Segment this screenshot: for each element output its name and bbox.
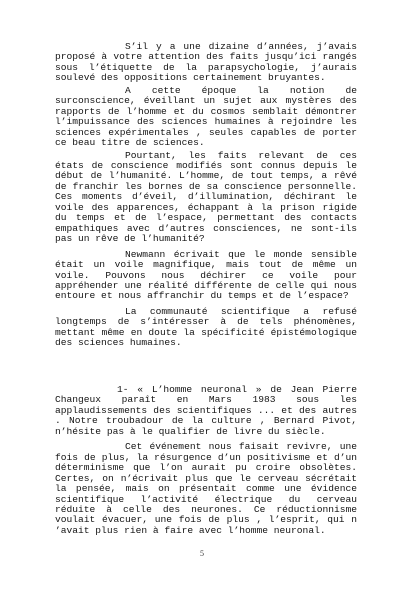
paragraph-2: A cette époque la notion de surconscience, éveillant un sujet aux mystères des rapports de l’homme et du cosmos semblait démontrer l’impuissance des sciences humaines à rejoindre les sciences expérimentales , seules capables de porter ce beau titre de sciences. bbox=[55, 84, 357, 149]
paragraph-5: La communauté scientifique a refusé longtemps de s’intéresser à de tels phénomènes, mettant même en doute la spécificité épistémologique des sciences humaines. bbox=[55, 305, 357, 349]
page-number: 5 bbox=[200, 549, 204, 558]
lower-text-block bbox=[55, 385, 357, 536]
paragraph-3: Pourtant, les faits relevant de ces états de conscience modifiés sont connus depuis le début de l’humanité. L’homme, de tout temps, a rêvé de franchir les bornes de sa conscience personnelle. Ces moments d’éveil, d’illumination, déchirant le voile des apparences, échappant à la prison rigide du temps et de l’espace, permettant des contacts empathiques avec d’autres consciences, ne sont-ils pas un rêve de l’humanité? bbox=[55, 149, 357, 245]
paragraph-4: Newmann écrivait que le monde sensible était un voile magnifique, mais tout de même un voile. Pouvons nous déchirer ce voile pour appréhender une réalité différente de celle qui nous entoure et nous affranchir du temps et de l’espace? bbox=[55, 248, 357, 302]
paragraph-6: 1- « L’homme neuronal » de Jean Pierre Changeux paraît en Mars 1983 sous les applaudissements des scientifiques ... et des autres . Notre troubadour de la culture , Bernard Pivot, n’hésite pas à le qualifier de livre du siècle. bbox=[55, 384, 357, 437]
paragraph-1: S’il y a une dizaine d’années, j’avais proposé à votre attention des faits jusqu’ici rangés sous l’étiquette de la parapsychologie, j’aurais soulevé des oppositions certainement bruyantes. bbox=[55, 41, 357, 84]
upper-text-block bbox=[55, 42, 357, 349]
paragraph-7: Cet événement nous faisait revivre, une fois de plus, la résurgence d’un positivisme et d’un déterminisme que l’on aurait pu croire obsolètes. Certes, on n’écrivait plus que le cerveau sécrétait la pensée, mais on présentait comme une évidence scientifique l’activité électrique du cerveau réduite à celle des neurones. Ce réductionnisme voulait évacuer, une fois de plus , l’esprit, qui n ’avait plus rien à faire avec l’homme neuronal. bbox=[55, 441, 357, 536]
